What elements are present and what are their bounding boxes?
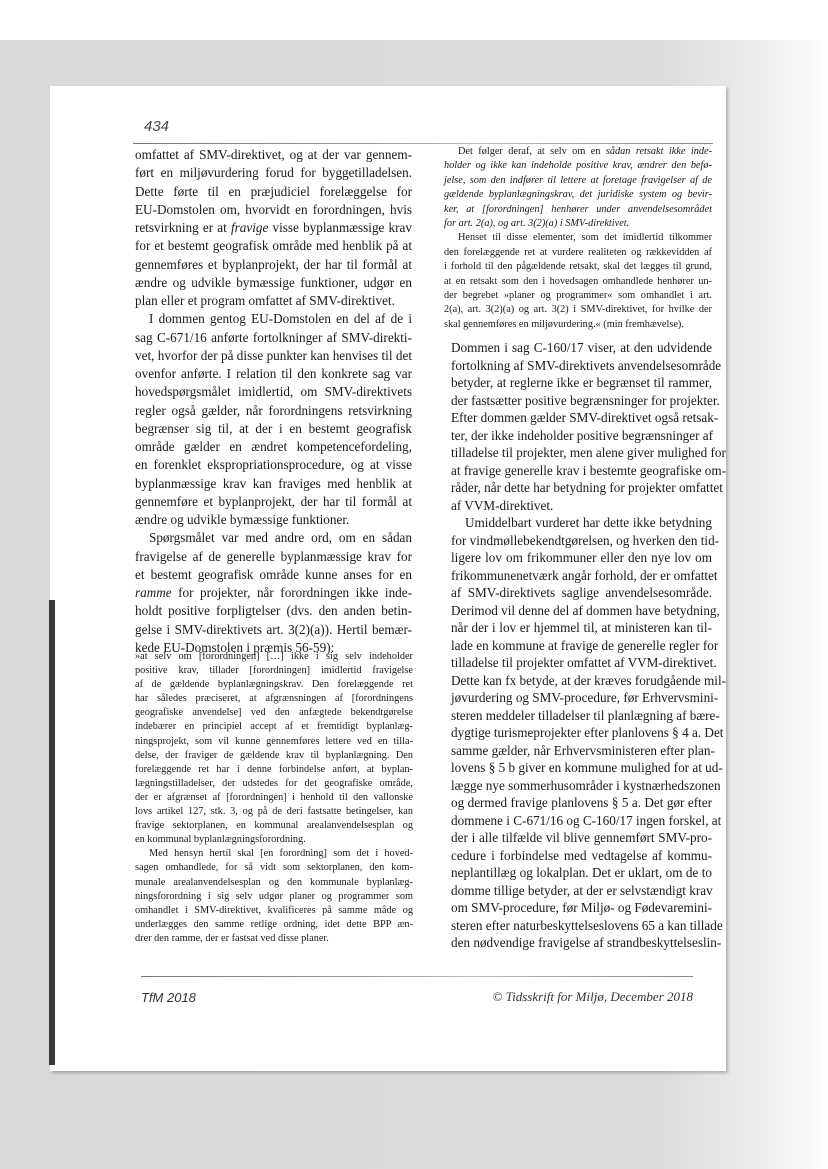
- text-line: fortolkning af SMV-direktivets anvendelsesområde: [451, 357, 722, 373]
- footer-copyright: © Tidsskrift for Miljø, December 2018: [492, 989, 693, 1004]
- text-line: indebærer en principiel accept af et fremtidigt byplanlæg-: [135, 721, 413, 733]
- text-line: omhandlet i SMV-direktivet, kvalificeres på samme måde og: [135, 904, 413, 916]
- text-line: at fravige generelle krav i bestemte geografiske om-: [451, 462, 726, 478]
- text-segment: for projekter, når forordningen ikke inde-: [171, 585, 412, 600]
- text-line: [444, 203, 712, 217]
- text-line: lægningstilladelser, der udstedes for det geografiske område,: [135, 777, 413, 789]
- text-line: munale arealanvendelsesplan og den kommunale byplanlæg-: [135, 876, 413, 888]
- text-line: skal gennemføres en miljøvurdering.« (min fremhævelse).: [444, 318, 684, 330]
- page-number: 434: [144, 118, 170, 135]
- text-line: om SMV-procedure, før Miljø- og Fødevaremini-: [451, 900, 713, 915]
- text-line: omfattet af SMV-direktivet, og at der var gennem-: [135, 147, 412, 162]
- text-line: dygtige turismeprojekter efter planlovens § 4 a. Det: [451, 725, 724, 740]
- text-line: Spørgsmålet var med andre ord, om en sådan: [149, 530, 412, 546]
- text-line: ovenfor anførte. I relation til den konkrete sag var: [135, 366, 412, 381]
- text-line: Dommen i sag C-160/17 viser, at den udvidende: [451, 340, 712, 355]
- text-line: drer den ramme, der er fastsat ved disse planer.: [135, 932, 329, 944]
- text-line: gennemføres et byplanprojekt, der har til formål at: [135, 256, 412, 272]
- text-line: steren efter naturbeskyttelseslovens 65 a kan tillade: [451, 917, 723, 933]
- text-line: plan eller et program omfattet af SMV-direktivet.: [135, 293, 395, 308]
- text-line: tilladelse til projekter, men alene giver mulighed for: [451, 445, 726, 460]
- text-line: en kommunal byplanlægningsforordning.: [135, 834, 306, 846]
- text-line: område gælder en ændret kompetencefordeling,: [135, 439, 412, 454]
- text-line: kede EU-Domstolen i præmis 56-59):: [135, 639, 335, 655]
- emphasis-text: holder og ikke kan indeholde positive krav, ændrer den befø-: [444, 160, 712, 172]
- text-line: [444, 188, 712, 202]
- text-line: den forelæggende ret at vurdere realiteten og rækkevidden af: [444, 246, 712, 258]
- text-line: fravigelse af de generelle byplanmæssige krav for: [135, 548, 412, 564]
- text-line: Med hensyn hertil skal [en forordning] som det i hoved-: [149, 848, 413, 860]
- text-line: dommene i C-671/16 og C-160/17 ingen forskel, at: [451, 812, 722, 828]
- text-line: cedure i forbindelse med vedtagelse af kommu-: [451, 847, 712, 863]
- text-line: [444, 159, 712, 173]
- text-segment: Det følger deraf, at selv om en: [458, 146, 606, 157]
- text-line: neplantillæg og lokalplan. Det er uklart, om de to: [451, 865, 712, 880]
- text-line: fravige sektorplanen, en kommunal arealanvendelsesplan og: [135, 820, 413, 832]
- text-line: gennemføre et byplanprojekt, der har til formål at: [135, 493, 412, 509]
- text-line: et bestemt geografisk område kunne anses for en: [135, 566, 412, 582]
- text-line: forelæggende ret har i denne forbindelse anført, at byplan-: [135, 763, 413, 775]
- text-line: [444, 145, 712, 159]
- text-line: steren meddeler tilladelser til planlægning af bære-: [451, 707, 720, 723]
- emphasis-text: for art. 2(a), og art. 3(2)(a) i SMV-direktivet.: [444, 218, 630, 230]
- text-line: lovens § 5 b giver en kommune mulighed for at ud-: [451, 760, 723, 775]
- text-line: vet, hvorfor der på disse punkter kan henvises til det: [135, 347, 412, 363]
- text-line: gelse i SMV-direktivets art. 3(2)(a)). Hertil bemær-: [135, 621, 412, 637]
- header-rule: [133, 143, 713, 144]
- text-line: sagen omhandlede, for så vidt som sektorplanen, den kom-: [135, 862, 413, 874]
- text-line: og dermed fravige planlovens § 5 a. Det gør efter: [451, 795, 712, 810]
- text-line: sag C-671/16 anførte fortolkninger af SMV-direkti-: [135, 329, 412, 345]
- text-line: ændre og udvikle bymæssige funktioner.: [135, 512, 350, 527]
- text-line: samme gælder, når Erhvervsministeren efter plan-: [451, 742, 715, 758]
- text-line: når der i lov er hjemmel til, at ministeren kan til-: [451, 620, 712, 635]
- left-column-quote: [135, 650, 413, 946]
- text-line: der fastsætter positive begrænsninger for projekter.: [451, 392, 720, 408]
- text-line: Dette kan fx betyde, at der kræves forudgående mil-: [451, 672, 727, 688]
- emphasis-text: ker, at [forordningen] henhører under anvendelsesområdet: [444, 203, 712, 215]
- text-line: positive krav, tillader [forordningen] imidlertid fravigelse: [135, 665, 413, 677]
- text-line: »at selv om [forordningen] […] ikke i sig selv indeholder: [135, 651, 413, 662]
- text-line: der begrebet »planer og programmer« som omhandlet i art.: [444, 290, 712, 302]
- text-line: EU-Domstolen om, hvorvidt en forordningen, hvis: [135, 201, 412, 217]
- right-column-quote: [444, 145, 712, 332]
- text-line: regler også gælder, når forordningens retsvirkning: [135, 402, 412, 418]
- emphasis-text: jelse, som den indfører til lettere at foretage fravigelser af de: [444, 174, 712, 186]
- text-line: den nødvendige fravigelse af strandbeskyttelseslin-: [451, 935, 722, 950]
- emphasis-text: gældende byplanlægningskrav, det juridiske system og bevir-: [444, 189, 712, 201]
- text-line: 2(a), art. 3(2)(a) og art. 3(2) i SMV-direktivet, for hvilke der: [444, 304, 712, 316]
- text-line: Umiddelbart vurderet har dette ikke betydning: [465, 515, 712, 530]
- text-line: ændre og udvikle bymæssige funktioner, udgør en: [135, 274, 412, 290]
- text-line: råder, når dette har betydning for projekter omfattet: [451, 480, 723, 495]
- text-line: af de gældende byplanlægningskrav. Den forelæggende ret: [135, 679, 413, 691]
- text-line: der i alle tilfælde vil blive gennemført SMV-pro-: [451, 830, 712, 845]
- text-line: Dette førte til en præjudiciel forelæggelse for: [135, 183, 412, 199]
- text-line: holdt positive forpligtelser (dvs. den anden betin-: [135, 603, 412, 619]
- footer-rule: [141, 976, 693, 977]
- text-line: frikommunenetværk angår forhold, der er omfattet: [451, 567, 718, 583]
- text-line: hovedspørgsmålet imidlertid, om SMV-direktivets: [135, 384, 412, 400]
- text-line: en forenklet ekspropriationsprocedure, og at visse: [135, 457, 412, 473]
- text-line: ter, der ikke indeholder positive begrænsninger af: [451, 427, 714, 443]
- emphasis-text: sådan retsakt ikke inde-: [605, 146, 712, 157]
- text-line: lovs artikel 127, stk. 3, og på de deri fastsatte betingelser, kan: [135, 806, 413, 818]
- text-line: lade en kommune at fravige de generelle regler for: [451, 637, 719, 653]
- text-line: lægge nye sommerhusområder i kystnærhedszonen: [451, 777, 721, 793]
- text-line: Efter dommen gælder SMV-direktivet også retsak-: [451, 410, 719, 425]
- text-line: af SMV-direktivets saglige anvendelsesområde.: [451, 585, 712, 600]
- text-line: begrænser sig til, at der i en bestemt geografisk: [135, 420, 412, 436]
- text-line: geografiske anvendelse] ved den anfægtede bekendtgørelse: [135, 707, 413, 719]
- text-line: tilladelse til projekter omfattet af VVM-direktivet.: [451, 655, 717, 670]
- emphasis-text: fravige: [231, 220, 269, 235]
- text-line: ningsforordning i sig selv udgør planer og programmer som: [135, 890, 413, 902]
- text-line: underlægges den samme retlige ordning, idet dette BPP æn-: [135, 918, 413, 930]
- emphasis-text: ramme: [135, 585, 172, 600]
- text-line: ført en miljøvurdering forud for byggetilladelsen.: [135, 165, 412, 181]
- text-line: I dommen gentog EU-Domstolen en del af de i: [149, 311, 412, 327]
- text-line: [135, 584, 412, 602]
- right-column-body: [451, 339, 727, 952]
- text-line: at en retsakt som den i hovedsagen omhandlede henhører un-: [444, 275, 712, 287]
- text-line: der er afgrænset af [forordningen] i henhold til den vallonske: [135, 791, 413, 803]
- text-line: af VVM-direktivet.: [451, 497, 554, 513]
- text-line: betyder, at reglerne ikke er begrænset til rammer,: [451, 375, 712, 390]
- text-line: byplanmæssige krav kan fraviges med henblik at: [135, 475, 412, 491]
- text-line: ningsprojekt, som vil kunne gennemføres lettere ved en tilla-: [135, 735, 413, 747]
- text-line: for vindmøllebekendtgørelsen, og hverken den tid-: [451, 532, 720, 548]
- text-line: i forhold til den pågældende retsakt, skal det lægges til grund,: [444, 261, 712, 273]
- text-line: [444, 174, 712, 188]
- left-column-body: [135, 146, 412, 657]
- text-segment: visse byplanmæssige krav: [268, 220, 412, 235]
- text-line: har således præciseret, at afgrænsningen af [forordningens: [135, 693, 413, 705]
- text-segment: retsvirkning er at: [135, 220, 231, 235]
- scan-background: [0, 0, 828, 40]
- text-line: Henset til disse elementer, som det imidlertid tilkommer: [458, 232, 712, 244]
- text-line: delse, der fraviger de gældende krav til byplanlægning. Den: [135, 749, 413, 761]
- footer-journal-year: TfM 2018: [141, 990, 196, 1005]
- text-line: Derimod vil denne del af dommen have betydning,: [451, 602, 720, 618]
- text-line: jøvurdering og SMV-procedure, før Erhvervsmini-: [451, 690, 719, 705]
- text-line: ligere lov om frikommuner eller den nye lov om: [451, 550, 712, 565]
- text-line: domme tillige betyder, at der er selvstændigt krav: [451, 882, 713, 898]
- text-line: [444, 217, 712, 231]
- text-line: for et bestemt geografisk område med henblik på at: [135, 238, 412, 254]
- text-line: [135, 219, 412, 237]
- page-edge-shadow: [49, 600, 55, 1065]
